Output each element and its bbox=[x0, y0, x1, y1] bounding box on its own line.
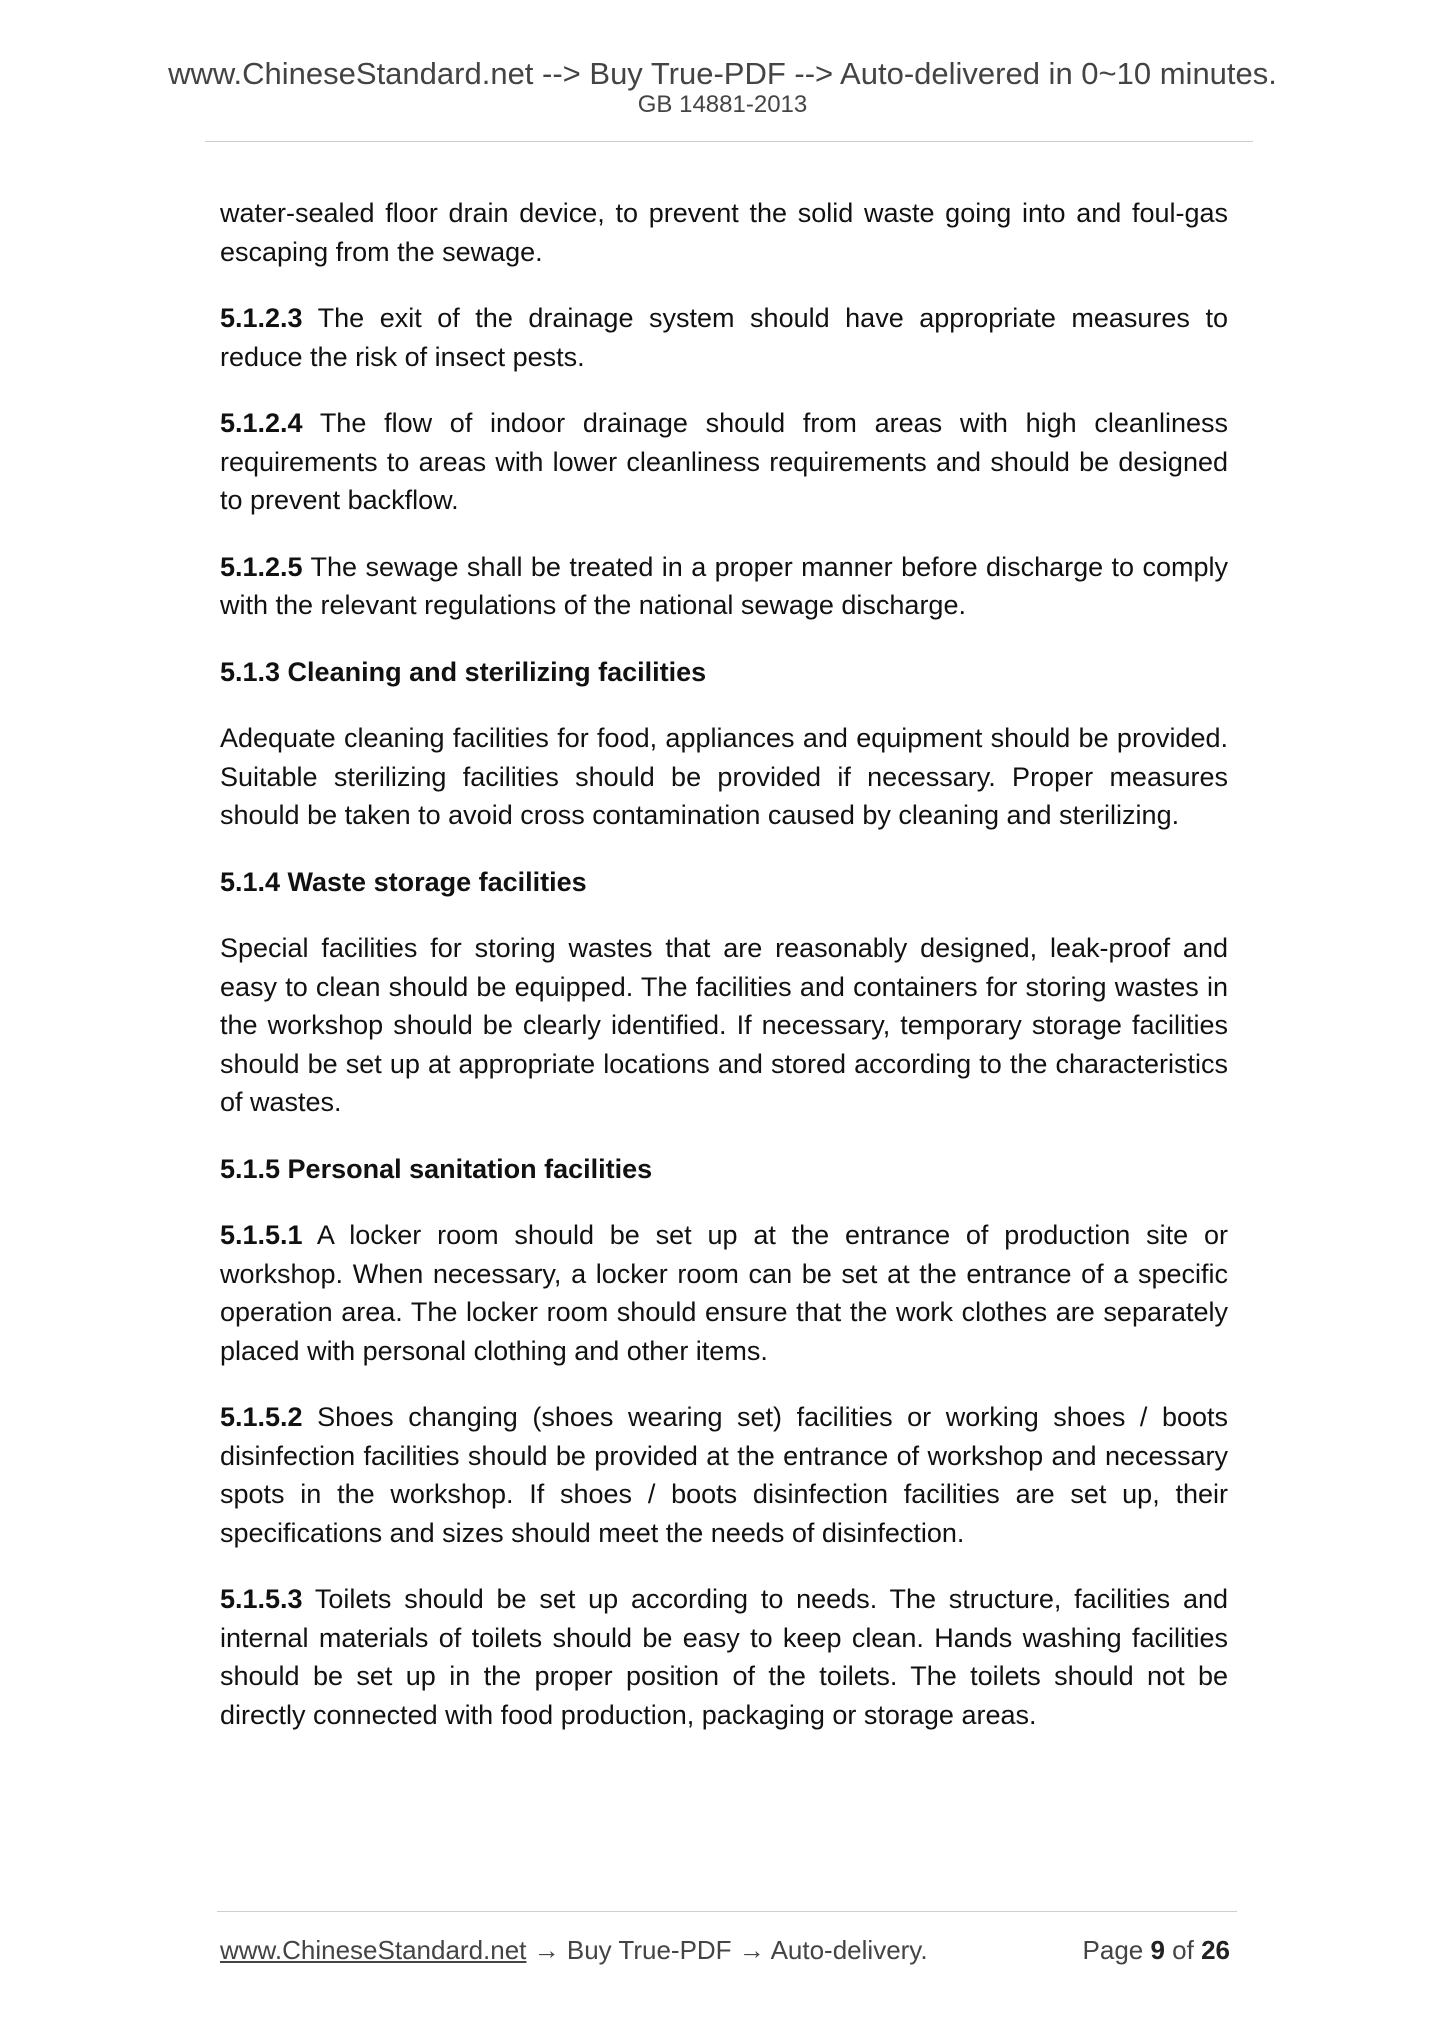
clause-5-1-2-3 bbox=[220, 299, 1228, 376]
heading-5-1-3: 5.1.3 Cleaning and sterilizing facilities bbox=[220, 656, 707, 687]
page-indicator bbox=[1083, 1933, 1230, 1967]
clause-5-1-2-4 bbox=[220, 404, 1228, 520]
clause-number: 5.1.5.3 bbox=[220, 1584, 303, 1614]
header-divider bbox=[205, 141, 1253, 142]
clause-number: 5.1.2.4 bbox=[220, 408, 303, 438]
page-current: 9 bbox=[1150, 1935, 1165, 1965]
clause-text: Shoes changing (shoes wearing set) facilities or working shoes / boots disinfection facilities should be provided at the entrance of workshop and necessary spots in the workshop. If shoes / boots disinfection facilities are set up, their specifications and sizes should meet the needs of disinfection. bbox=[220, 1402, 1228, 1548]
heading-5-1-5: 5.1.5 Personal sanitation facilities bbox=[220, 1153, 653, 1184]
paragraph-continuation: water-sealed floor drain device, to prevent the solid waste going into and foul-gas escaping from the sewage. bbox=[220, 198, 1228, 267]
footer-divider bbox=[217, 1911, 1237, 1912]
clause-number: 5.1.2.5 bbox=[220, 551, 303, 582]
page-footer bbox=[220, 1933, 1230, 1967]
paragraph-5-1-4: Special facilities for storing wastes that are reasonably designed, leak-proof and easy to clean should be equipped. The facilities and containers for storing wastes in the workshop should be clearly identified. If necessary, temporary storage facilities should be set up at appropriate locations and stored according to the characteristics of wastes. bbox=[220, 933, 1228, 1117]
clause-5-1-5-3 bbox=[220, 1580, 1228, 1734]
footer-promo-text: → Buy True-PDF → Auto-delivery. bbox=[526, 1935, 928, 1965]
page-of: of bbox=[1164, 1935, 1202, 1965]
clause-5-1-5-2 bbox=[220, 1398, 1228, 1552]
clause-text: The exit of the drainage system should have appropriate measures to reduce the risk of insect pests. bbox=[220, 303, 1228, 372]
clause-number: 5.1.5.1 bbox=[220, 1220, 303, 1250]
clause-number: 5.1.2.3 bbox=[220, 303, 303, 333]
clause-text: A locker room should be set up at the entrance of production site or workshop. When necessary, a locker room can be set at the entrance of a specific operation area. The locker room should ensure that the work clothes are separately placed with personal clothing and other items. bbox=[220, 1220, 1228, 1366]
clause-5-1-5-1 bbox=[220, 1216, 1228, 1370]
page-label: Page bbox=[1082, 1935, 1151, 1965]
paragraph-5-1-3: Adequate cleaning facilities for food, appliances and equipment should be provided. Suitable sterilizing facilities should be provided if necessary. Proper measures should be taken to avoid cross contamination caused by cleaning and sterilizing. bbox=[220, 723, 1228, 830]
clause-text: The sewage shall be treated in a proper manner before discharge to comply with the relevant regulations of the national sewage discharge. bbox=[220, 551, 1228, 620]
footer-site-link[interactable]: www.ChineseStandard.net bbox=[220, 1935, 527, 1965]
standard-number: GB 14881-2013 bbox=[637, 91, 808, 118]
page-total: 26 bbox=[1201, 1935, 1230, 1965]
clause-5-1-2-5 bbox=[220, 548, 1228, 625]
heading-5-1-4: 5.1.4 Waste storage facilities bbox=[220, 866, 587, 897]
footer-promo bbox=[220, 1933, 928, 1967]
clause-text: Toilets should be set up according to needs. The structure, facilities and internal materials of toilets should be easy to keep clean. Hands washing facilities should be set up in the proper position of the toilets. The toilets should not be directly connected with food production, packaging or storage areas. bbox=[220, 1584, 1228, 1730]
clause-number: 5.1.5.2 bbox=[220, 1402, 303, 1432]
clause-text: The flow of indoor drainage should from areas with high cleanliness requirements to areas with lower cleanliness requirements and should be designed to prevent backflow. bbox=[220, 408, 1228, 515]
page-content bbox=[220, 194, 1228, 1762]
header-banner: www.ChineseStandard.net --> Buy True-PDF --> Auto-delivered in 0~10 minutes. bbox=[168, 56, 1277, 91]
